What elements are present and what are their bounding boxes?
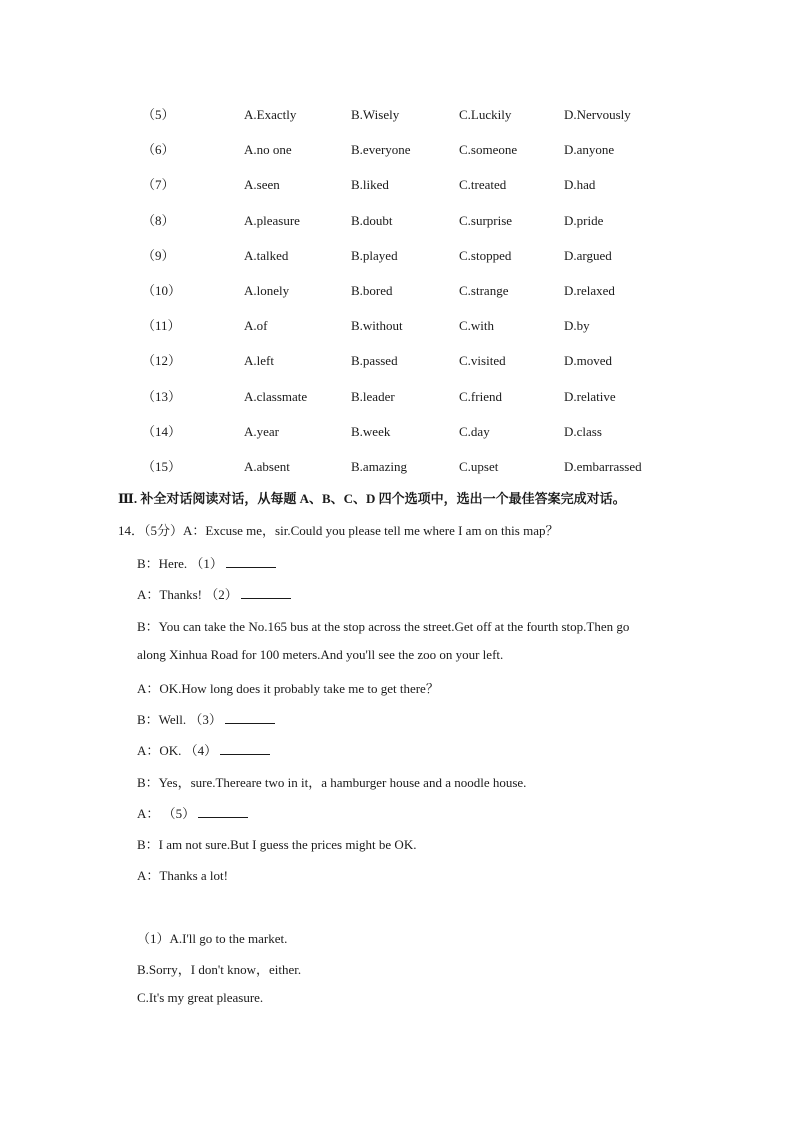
option-row <box>0 97 794 132</box>
question-number: （9） <box>142 247 175 263</box>
option-row <box>0 449 794 484</box>
option-b: B.everyone <box>351 142 411 158</box>
option-c: C.day <box>459 423 490 439</box>
answer-choice: （1）A.I'll go to the market. <box>137 931 288 946</box>
dialogue-line <box>137 865 228 884</box>
dialogue-text: A：Thanks a lot! <box>137 868 228 883</box>
answer-blank <box>241 587 291 599</box>
option-c: C.stopped <box>459 247 512 263</box>
option-row <box>0 132 794 167</box>
option-d: D.embarrassed <box>564 458 642 474</box>
dialogue-line <box>137 678 439 697</box>
option-row <box>0 203 794 238</box>
option-c: C.Luckily <box>459 107 512 122</box>
dialogue-line <box>137 616 629 635</box>
dialogue-text: B：Yes，sure.Thereare two in it，a hamburger house and a noodle house. <box>137 775 527 790</box>
option-d: D.had <box>564 177 596 193</box>
question-number: （6） <box>142 142 175 158</box>
option-d: D.argued <box>564 247 612 263</box>
option-d: D.moved <box>564 353 613 369</box>
dialogue-text: B：Well. （3） <box>137 712 222 727</box>
question-number: （10） <box>142 282 182 298</box>
option-c: C.upset <box>459 458 499 474</box>
option-b: B.without <box>351 318 403 334</box>
option-table <box>0 97 794 484</box>
answer-blank <box>220 743 270 755</box>
option-c: C.surprise <box>459 212 513 228</box>
dialogue-line <box>137 834 416 853</box>
answer-choice: B.Sorry，I don't know，either. <box>137 962 302 977</box>
option-c: C.visited <box>459 353 506 369</box>
question-number: （13） <box>142 388 182 404</box>
option-b: B.week <box>351 423 391 439</box>
dialogue-line <box>137 709 275 728</box>
dialogue-line <box>137 647 503 663</box>
dialogue-line <box>137 772 526 791</box>
option-c: C.strange <box>459 282 509 298</box>
option-b: B.Wisely <box>351 107 400 122</box>
section-heading: Ⅲ. 补全对话阅读对话，从每题 A、B、C、D 四个选项中，选出一个最佳答案完成对话。 <box>118 491 626 506</box>
answer-blank <box>198 806 248 818</box>
question-number: （11） <box>142 318 181 334</box>
question-number: （7） <box>142 177 175 193</box>
option-a: A.year <box>244 423 280 439</box>
question-number: （12） <box>142 353 182 369</box>
dialogue-text: B：I am not sure.But I guess the prices might be OK. <box>137 837 417 852</box>
option-a: A.lonely <box>244 282 290 298</box>
dialogue-text: A：OK.How long does it probably take me to get there？ <box>137 681 439 696</box>
option-d: D.relaxed <box>564 282 615 298</box>
option-d: D.class <box>564 423 602 439</box>
option-row <box>0 414 794 449</box>
option-c: C.treated <box>459 177 507 193</box>
option-a: A.talked <box>244 247 289 263</box>
question-number: （15） <box>142 458 182 474</box>
option-d: D.Nervously <box>564 107 631 122</box>
option-a: A.classmate <box>244 388 308 404</box>
option-d: D.pride <box>564 212 604 228</box>
option-c: C.someone <box>459 142 518 158</box>
option-row <box>0 308 794 343</box>
answer-blank <box>226 556 276 568</box>
dialogue-text: B：Here. （1） <box>137 556 223 571</box>
option-d: D.by <box>564 318 590 334</box>
question-number: （5） <box>142 107 175 122</box>
option-a: A.Exactly <box>244 107 297 122</box>
dialogue-text: B：You can take the No.165 bus at the stop across the street.Get off at the fourth stop.Then go <box>137 619 630 634</box>
option-b: B.bored <box>351 282 393 298</box>
dialogue-text: along Xinhua Road for 100 meters.And you'll see the zoo on your left. <box>137 647 504 662</box>
option-a: A.absent <box>244 458 290 474</box>
question-number: （14） <box>142 423 182 439</box>
question-title: 14．（5分）A：Excuse me，sir.Could you please tell me where I am on this map？ <box>118 523 559 538</box>
dialogue-line <box>137 740 270 759</box>
answer-choice: C.It's my great pleasure. <box>137 990 264 1005</box>
dialogue-line <box>137 553 276 572</box>
answer-blank <box>225 712 275 724</box>
dialogue-text: A：Thanks! （2） <box>137 587 238 602</box>
option-b: B.leader <box>351 388 395 404</box>
option-d: D.relative <box>564 388 616 404</box>
option-d: D.anyone <box>564 142 615 158</box>
option-row <box>0 238 794 273</box>
option-c: C.with <box>459 318 495 334</box>
option-b: B.passed <box>351 353 398 369</box>
option-a: A.of <box>244 318 268 334</box>
option-row <box>0 343 794 378</box>
option-row <box>0 379 794 414</box>
option-a: A.no one <box>244 142 292 158</box>
option-c: C.friend <box>459 388 502 404</box>
option-row <box>0 167 794 202</box>
dialogue-text: A：OK. （4） <box>137 743 218 758</box>
option-a: A.left <box>244 353 274 369</box>
option-row <box>0 273 794 308</box>
question-number: （8） <box>142 212 175 228</box>
option-b: B.played <box>351 247 398 263</box>
option-a: A.seen <box>244 177 280 193</box>
option-b: B.amazing <box>351 458 407 474</box>
option-b: B.doubt <box>351 212 393 228</box>
dialogue-text: A： （5） <box>137 806 196 821</box>
dialogue-line <box>137 584 291 603</box>
dialogue-line <box>137 803 248 822</box>
option-a: A.pleasure <box>244 212 300 228</box>
option-b: B.liked <box>351 177 389 193</box>
